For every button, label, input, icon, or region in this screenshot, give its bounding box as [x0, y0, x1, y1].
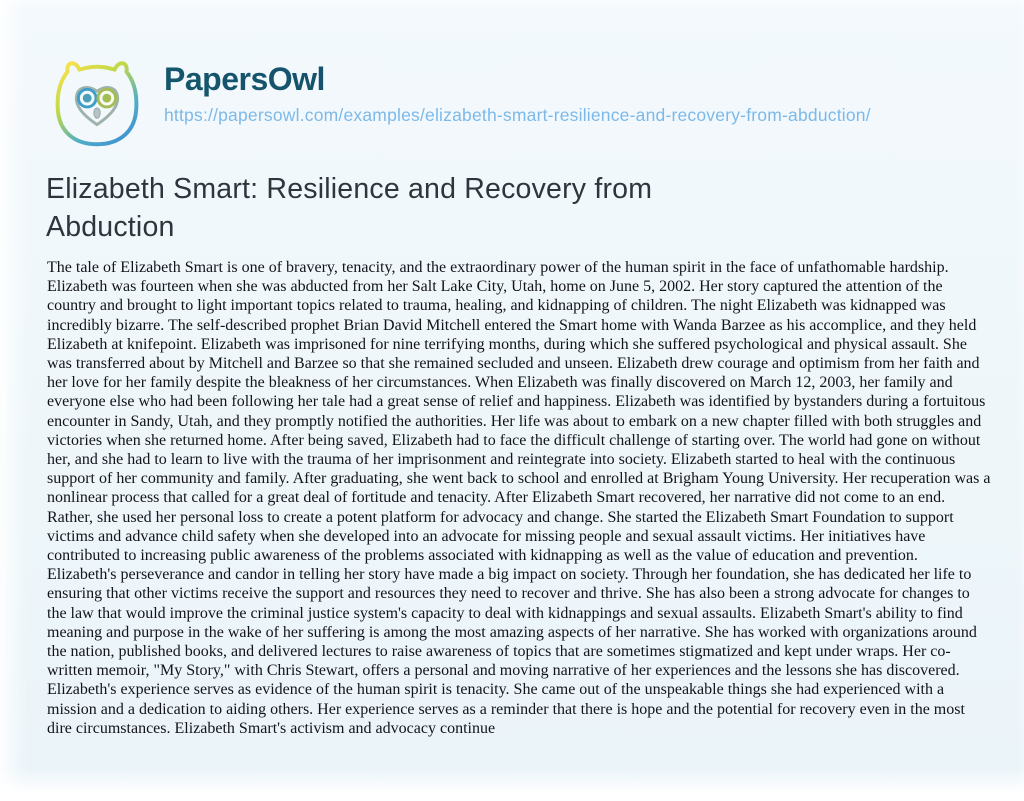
papersowl-logo: [46, 52, 148, 158]
article-body-text: The tale of Elizabeth Smart is one of bravery, tenacity, and the extraordinary power of the human spirit in the face of unfathomable hardship. Elizabeth was fourteen when she was abducted from her Salt Lake City, Utah, home on June 5, 2002. Her story captured the attention of the country and brought to light important topics related to trauma, healing, and kidnapping of children. The night Elizabeth was kidnapped was incredibly bizarre. The self-described prophet Brian David Mitchell entered the Smart home with Wanda Barzee as his accomplice, and they held Elizabeth at knifepoint. Elizabeth was imprisoned for nine terrifying months, during which she suffered psychological and physical assault. She was transferred about by Mitchell and Barzee so that she remained secluded and unseen. Elizabeth drew courage and optimism from her faith and her love for her family despite the bleakness of her circumstances. When Elizabeth was finally discovered on March 12, 2003, her family and everyone else who had been following her tale had a great sense of relief and happiness. Elizabeth was identified by bystanders during a fortuitous encounter in Sandy, Utah, and they promptly notified the authorities. Her life was about to embark on a new chapter filled with both struggles and victories when she returned home. After being saved, Elizabeth had to face the difficult challenge of starting over. The world had gone on without her, and she had to learn to live with the trauma of her imprisonment and reintegrate into society. Elizabeth started to heal with the continuous support of her community and family. After graduating, she went back to school and enrolled at Brigham Young University. Her recuperation was a nonlinear process that called for a great deal of fortitude and tenacity. After Elizabeth Smart recovered, her narrative did not come to an end. Rather, she used her personal loss to create a potent platform for advocacy and change. She started the Elizabeth Smart Foundation to support victims and advance child safety when she developed into an advocate for missing people and sexual assault victims. Her initiatives have contributed to increasing public awareness of the problems associated with kidnapping as well as the value of education and prevention. Elizabeth's perseverance and candor in telling her story have made a big impact on society. Through her foundation, she has dedicated her life to ensuring that other victims receive the support and resources they need to recover and thrive. She has also been a strong advocate for changes to the law that would improve the criminal justice system's capacity to deal with kidnappings and sexual assaults. Elizabeth Smart's ability to find meaning and purpose in the wake of her suffering is among the most amazing aspects of her narrative. She has worked with organizations around the nation, published books, and delivered lectures to raise awareness of topics that are sometimes stigmatized and kept under wraps. Her co-written memoir, "My Story," with Chris Stewart, offers a personal and moving narrative of her experiences and the lessons she has discovered. Elizabeth's experience serves as evidence of the human spirit is tenacity. She came out of the unspeakable things she had experienced with a mission and a dedication to aiding others. Her experience serves as a reminder that there is hope and the potential for recovery even in the most dire circumstances. Elizabeth Smart's activism and advocacy continue: [47, 259, 991, 737]
brand-text-block: [164, 52, 871, 127]
owl-icon: [46, 52, 148, 158]
brand-name: PapersOwl: [164, 60, 871, 98]
article-title: Elizabeth Smart: Resilience and Recovery from Abduction: [46, 173, 653, 243]
page-url-link[interactable]: https://papersowl.com/examples/elizabeth-smart-resilience-and-recovery-from-abduction/: [164, 105, 871, 125]
site-header: [46, 52, 871, 158]
